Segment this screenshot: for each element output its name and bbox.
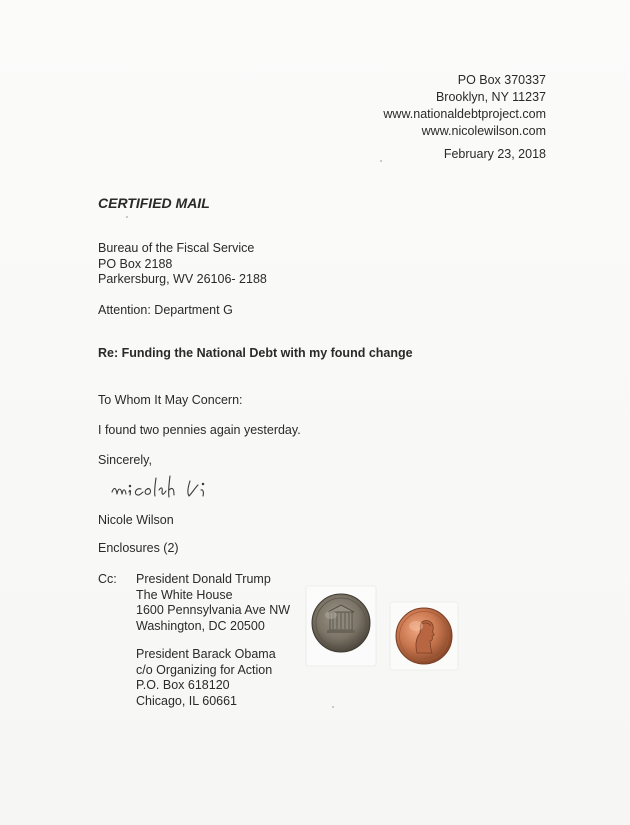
letter-body: I found two pennies again yesterday. [98, 423, 301, 437]
cc-line: P.O. Box 618120 [136, 678, 230, 692]
recipient-address [98, 241, 267, 288]
enclosures-line: Enclosures (2) [98, 541, 179, 555]
recipient-city: Parkersburg, WV 26106- 2188 [98, 272, 267, 286]
cc-line: The White House [136, 587, 233, 602]
sender-address [383, 72, 546, 140]
recipient-po-box: PO Box 2188 [98, 256, 173, 271]
sender-po-box: PO Box 370337 [457, 73, 546, 87]
handwritten-signature [108, 472, 236, 506]
cc-recipient-obama [136, 647, 276, 709]
cc-recipient-trump [136, 572, 290, 634]
recipient-name: Bureau of the Fiscal Service [98, 241, 255, 255]
cc-line: President Donald Trump [136, 572, 271, 586]
cc-line: Washington, DC 20500 [136, 618, 265, 633]
closing: Sincerely, [98, 453, 152, 467]
subject-line: Re: Funding the National Debt with my found change [98, 346, 413, 360]
cc-label: Cc: [98, 572, 117, 586]
cc-line: c/o Organizing for Action [136, 662, 273, 677]
paper-speck [332, 706, 334, 708]
sender-website-2: www.nicolewilson.com [421, 124, 546, 138]
sender-city: Brooklyn, NY 11237 [435, 90, 546, 104]
salutation: To Whom It May Concern: [98, 393, 243, 407]
attention-line: Attention: Department G [98, 303, 233, 317]
sender-website-1: www.nationaldebtproject.com [383, 107, 546, 121]
cc-line: 1600 Pennsylvania Ave NW [136, 603, 291, 617]
penny-heads-icon [386, 598, 462, 674]
certified-mail-heading: CERTIFIED MAIL [98, 195, 210, 211]
paper-speck [380, 160, 382, 162]
signer-name: Nicole Wilson [98, 513, 174, 527]
cc-line: Chicago, IL 60661 [136, 693, 238, 708]
letter-date: February 23, 2018 [443, 147, 546, 161]
penny-tails-icon [300, 582, 382, 670]
cc-line: President Barack Obama [136, 647, 276, 661]
paper-speck [126, 216, 128, 218]
